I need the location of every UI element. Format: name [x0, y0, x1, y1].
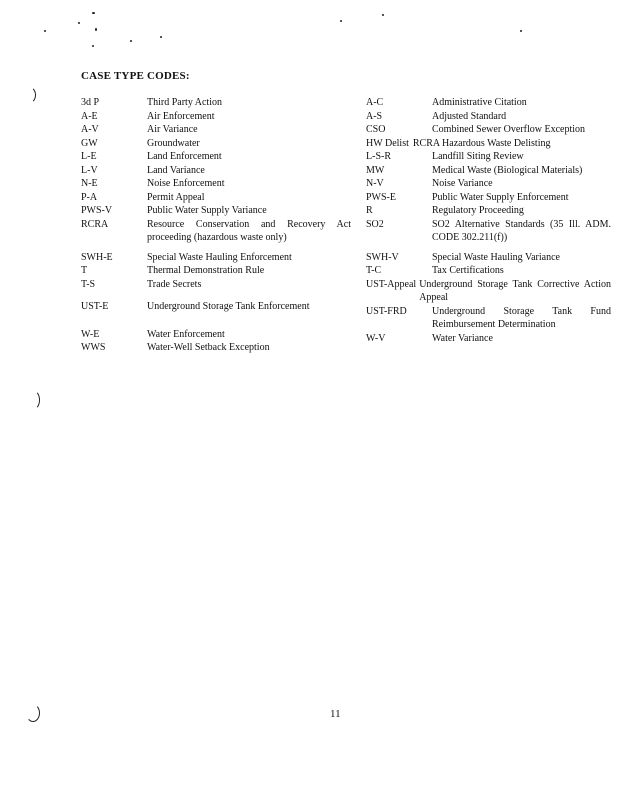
case-description: RCRA Hazardous Waste Delisting [412, 137, 551, 149]
code-row [366, 218, 611, 245]
right-code-column [366, 96, 611, 345]
case-code: A-S [366, 110, 383, 122]
code-row [81, 218, 351, 245]
code-row [81, 278, 351, 292]
case-description: Special Waste Hauling Variance [432, 251, 560, 263]
code-row [366, 150, 611, 164]
case-code: GW [81, 137, 98, 149]
code-row [366, 177, 611, 191]
page-number: 11 [330, 708, 341, 720]
code-row [366, 96, 611, 110]
case-code: W-V [366, 332, 386, 344]
case-description: SO2 Alternative Standards (35 Ill. ADM. CODE 302.211(f)) [432, 218, 611, 243]
case-description: Water-Well Setback Exception [147, 342, 270, 353]
code-row [81, 300, 351, 314]
case-description: Noise Variance [432, 178, 493, 189]
code-row [366, 305, 611, 332]
case-code: N-V [366, 178, 384, 189]
code-row [366, 164, 611, 178]
code-row [81, 264, 351, 278]
case-description: Administrative Citation [432, 97, 527, 108]
code-row [81, 328, 351, 342]
case-code: T-S [81, 278, 96, 290]
case-code: T [81, 265, 88, 276]
case-description: Tax Certifications [432, 265, 504, 276]
case-description: Resource Conservation and Recovery Act proceeding (hazardous waste only) [147, 218, 351, 243]
case-description: Water Variance [432, 332, 493, 344]
case-description: Underground Storage Tank Corrective Action Appeal [419, 278, 611, 303]
case-description: Adjusted Standard [432, 110, 507, 122]
case-code: UST-E [81, 301, 109, 312]
code-row [366, 110, 611, 124]
case-code: T-C [366, 265, 382, 276]
case-description: Noise Enforcement [147, 178, 225, 189]
code-row [366, 278, 611, 305]
code-row [366, 191, 611, 205]
case-code: PWS-E [366, 191, 396, 203]
case-description: Medical Waste (Biological Materials) [432, 164, 583, 176]
case-code: W-E [81, 328, 100, 340]
case-code: WWS [81, 342, 106, 353]
case-code: L-S-R [366, 151, 391, 162]
case-description: Trade Secrets [147, 278, 202, 290]
code-row [366, 204, 611, 218]
code-row [81, 110, 351, 124]
case-description: Air Variance [147, 124, 198, 135]
case-code: SO2 [366, 218, 384, 230]
section-heading: CASE TYPE CODES: [81, 70, 190, 82]
case-description: Air Enforcement [147, 110, 215, 122]
case-code: UST-FRD [366, 305, 407, 317]
case-code: A-V [81, 124, 99, 135]
code-row [81, 341, 351, 355]
code-row [81, 137, 351, 151]
code-row [366, 332, 611, 346]
case-description: Public Water Supply Enforcement [432, 191, 569, 203]
left-code-column [81, 96, 351, 355]
code-row [366, 251, 611, 265]
case-description: Thermal Demonstration Rule [147, 265, 265, 276]
code-row [81, 204, 351, 218]
case-code: PWS-V [81, 205, 113, 216]
case-code: A-C [366, 97, 384, 108]
case-description: Third Party Action [147, 97, 222, 108]
case-code: L-V [81, 164, 98, 176]
case-description: Underground Storage Tank Fund Reimbursement Determination [432, 305, 611, 330]
code-row [81, 177, 351, 191]
case-description: Combined Sewer Overflow Exception [432, 124, 586, 135]
code-row [81, 123, 351, 137]
code-row [81, 191, 351, 205]
case-description: Land Enforcement [147, 151, 222, 162]
case-code: UST-Appeal [366, 278, 417, 290]
case-code: SWH-V [366, 251, 399, 263]
case-code: L-E [81, 151, 97, 162]
case-code: HW Delist [366, 137, 409, 149]
code-row [81, 150, 351, 164]
case-description: Underground Storage Tank Enforcement [147, 301, 310, 312]
code-row [366, 264, 611, 278]
code-row [366, 123, 611, 137]
case-code: P-A [81, 191, 98, 203]
case-code: R [366, 205, 373, 216]
case-code: N-E [81, 178, 98, 189]
case-description: Permit Appeal [147, 191, 205, 203]
case-code: MW [366, 164, 385, 176]
case-code: RCRA [81, 218, 109, 230]
case-description: Groundwater [147, 137, 200, 149]
case-description: Land Variance [147, 164, 205, 176]
code-row [81, 251, 351, 265]
case-description: Water Enforcement [147, 328, 225, 340]
case-code: A-E [81, 110, 98, 122]
case-description: Regulatory Proceeding [432, 205, 524, 216]
case-description: Public Water Supply Variance [147, 205, 267, 216]
case-description: Landfill Siting Review [432, 151, 524, 162]
code-row [81, 96, 351, 110]
case-code: 3d P [81, 97, 100, 108]
case-code: CSO [366, 124, 386, 135]
code-row [81, 164, 351, 178]
case-code: SWH-E [81, 251, 113, 263]
case-description: Special Waste Hauling Enforcement [147, 251, 292, 263]
code-row [366, 137, 611, 151]
